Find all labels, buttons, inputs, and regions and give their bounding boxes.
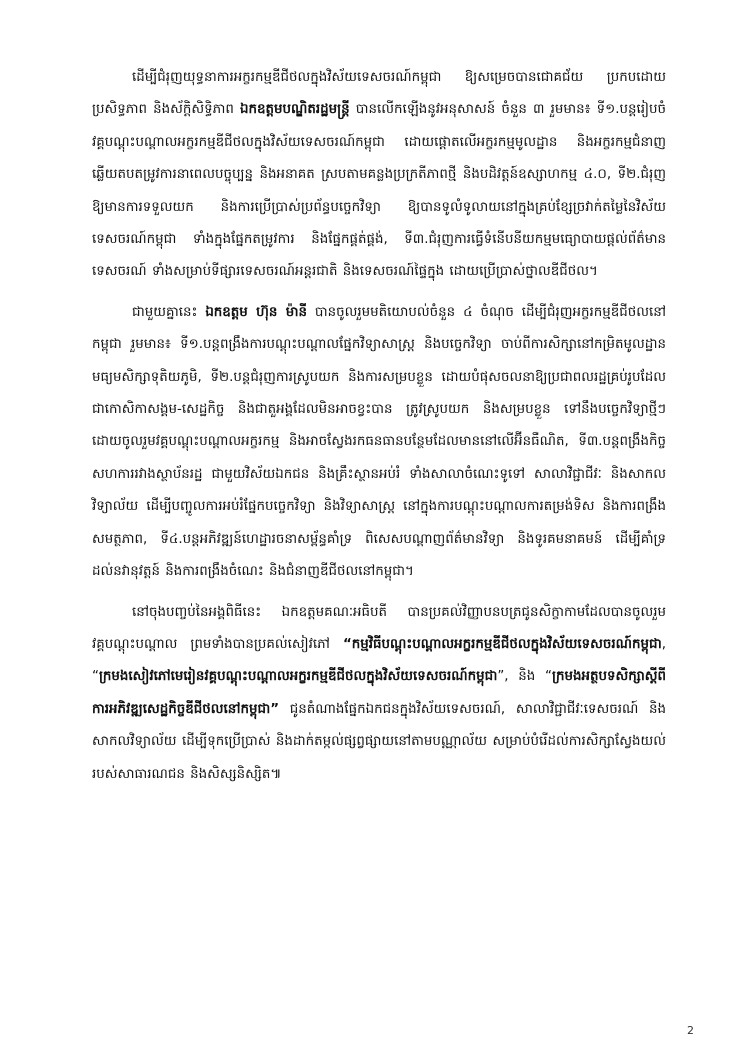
page-number: 2 <box>687 1024 694 1037</box>
paragraph-recommendations <box>92 62 666 289</box>
bold-book-title-1: “កម្មវិធីបណ្តុះបណ្តាលអក្ខរកម្មឌីជីថលក្នុងវិស័យទេសចរណ៍កម្ពុជា <box>343 636 662 652</box>
document-page <box>92 62 666 799</box>
paragraph-text: ជូនតំណាងផ្នែកឯកជនក្នុងវិស័យទេសចរណ៍, សាលាវិជ្ជាជីវៈទេសចរណ៍ និងសាកលវិទ្យាល័យ ដើម្បីទុកប្រើប្រាស់ និងដាក់តម្កល់ផ្សព្វផ្សាយនៅតាមបណ្ណាល័យ សម្រាប់បំរើដល់ការសិក្សាស្វែងយល់របស់សាធារណជន និងសិស្សនិស្សិត៕ <box>92 701 666 782</box>
paragraph-closing <box>92 597 666 791</box>
paragraph-opinions <box>92 297 666 589</box>
bold-title-minister: ឯកឧត្តមបណ្ឌិតរដ្ឋមន្ត្រី <box>239 102 350 118</box>
paragraph-text: ”, និង “ <box>497 669 552 685</box>
paragraph-text: , “ <box>92 636 666 685</box>
bold-book-title-3: ក្រមងអត្ថបទសិក្សាស្តីពីការអភិវឌ្ឍសេដ្ឋកិច្ចឌីជីថលនៅកម្ពុជា” <box>92 669 666 717</box>
paragraph-text: បានចូលរួមមតិយោបល់ចំនួន ៤ ចំណុច ដើម្បីជំរុញអក្ខរកម្មឌីជីថលនៅកម្ពុជា រួមមាន៖ ទី១.បន្តពង្រឹងការបណ្តុះបណ្តាលផ្នែកវិទ្យាសាស្ត្រ និងបច្ចេកវិទ្យា ចាប់ពីការសិក្សានៅកម្រិតមូលដ្ឋាន មធ្យមសិក្សាទុតិយភូមិ, ទី២.បន្តជំរុញការស្រូបយក និងការសម្របខ្លួន ដោយបំផុសចលនាឱ្យប្រជាពលរដ្ឋគ្រប់រូបដែលជាកោសិកាសង្គម-សេដ្ឋកិច្ច និងជាតួអង្គដែលមិនអាចខ្វះបាន ត្រូវស្រូបយក និងសម្របខ្លួន ទៅនឹងបច្ចេកវិទ្យាថ្មីៗ ដោយចូលរួមវគ្គបណ្តុះបណ្តាលអក្ខរកម្ម និងអាចស្វែងរកធនធានបន្ថែមដែលមាននៅលើអ៊ីនធឺណិត, ទី៣.បន្តពង្រឹងកិច្ចសហការរវាងស្ថាប័នរដ្ឋ ជាមួយវិស័យឯកជន និងគ្រឹះស្ថានអប់រំ ទាំងសាលាចំណេះទូទៅ សាលាវិជ្ជាជីវៈ និងសាកលវិទ្យាល័យ ដើម្បីបញ្ចូលការអប់រំផ្នែកបច្ចេកវិទ្យា និងវិទ្យាសាស្ត្រ នៅក្នុងការបណ្តុះបណ្តាលការតម្រង់ទិស និងការពង្រឹងសមត្ថភាព, ទី៤.បន្តអភិវឌ្ឍន៍ហេដ្ឋារចនាសម្ព័ន្ធគាំទ្រ ពិសេសបណ្តាញព័ត៌មានវិទ្យា និងទូរគមនាគមន៍ ដើម្បីគាំទ្រដល់នវានុវត្តន៍ និងការពង្រឹងចំណេះ និងជំនាញឌីជីថលនៅកម្ពុជា។ <box>92 304 667 580</box>
bold-name-hun-many: ឯកឧត្តម ហ៊ុន ម៉ានី <box>205 304 307 320</box>
paragraph-text: នៅចុងបញ្ចប់នៃអង្គពិធីនេះ ឯកឧត្តមគណៈអធិបតី បានប្រគល់វិញ្ញាបនបត្រជូនសិក្ខាកាមដែលបានចូលរួមវគ្គបណ្តុះបណ្តាល ព្រមទាំងបានប្រគល់សៀវភៅ <box>92 604 666 652</box>
paragraph-text: បានលើកឡើងនូវអនុសាសន៍ ចំនួន ៣ រួមមាន៖ ទី១.បន្តរៀបចំវគ្គបណ្តុះបណ្តាលអក្ខរកម្មឌីជីថលក្នុងវិស័យទេសចរណ៍កម្ពុជា ដោយផ្តោតលើអក្ខរកម្មមូលដ្ឋាន និងអក្ខរកម្មជំនាញ ឆ្លើយតបតម្រូវការនាពេលបច្ចុប្បន្ន និងអនាគត ស្របតាមគន្លងប្រក្រតីភាពថ្មី និងបដិវត្តន៍ឧស្សាហកម្ម ៤.០, ទី២.ជំរុញឱ្យមានការទទួលយក និងការប្រើប្រាស់ប្រព័ន្ធបច្ចេកវិទ្យា ឱ្យបានទូលំទូលាយនៅក្នុងគ្រប់ខ្សែច្រវាក់តម្លៃនៃវិស័យទេសចរណ៍កម្ពុជា ទាំងក្នុងផ្នែកតម្រូវការ និងផ្នែកផ្គត់ផ្គង់, ទី៣.ជំរុញការធ្វើទំនើបនីយកម្មមធ្យោបាយផ្តល់ព័ត៌មានទេសចរណ៍ ទាំងសម្រាប់ទីផ្សារទេសចរណ៍អន្តរជាតិ និងទេសចរណ៍ផ្ទៃក្នុង ដោយប្រើប្រាស់ថ្នាលឌីជីថល។ <box>92 102 666 280</box>
paragraph-text: ដើម្បីជំរុញយុទ្ធនាការអក្ខរកម្មឌីជីថលក្នុងវិស័យទេសចរណ៍កម្ពុជា ឱ្យសម្រេចបានជោគជ័យ ប្រកបដោយប្រសិទ្ធភាព និងស័ក្តិសិទ្ធិភាព <box>92 70 666 118</box>
bold-book-title-2: ក្រមងសៀវភៅមេរៀនវគ្គបណ្តុះបណ្តាលអក្ខរកម្មឌីជីថលក្នុងវិស័យទេសចរណ៍កម្ពុជា <box>98 669 498 685</box>
paragraph-text: ជាមួយគ្នានេះ <box>132 304 206 320</box>
